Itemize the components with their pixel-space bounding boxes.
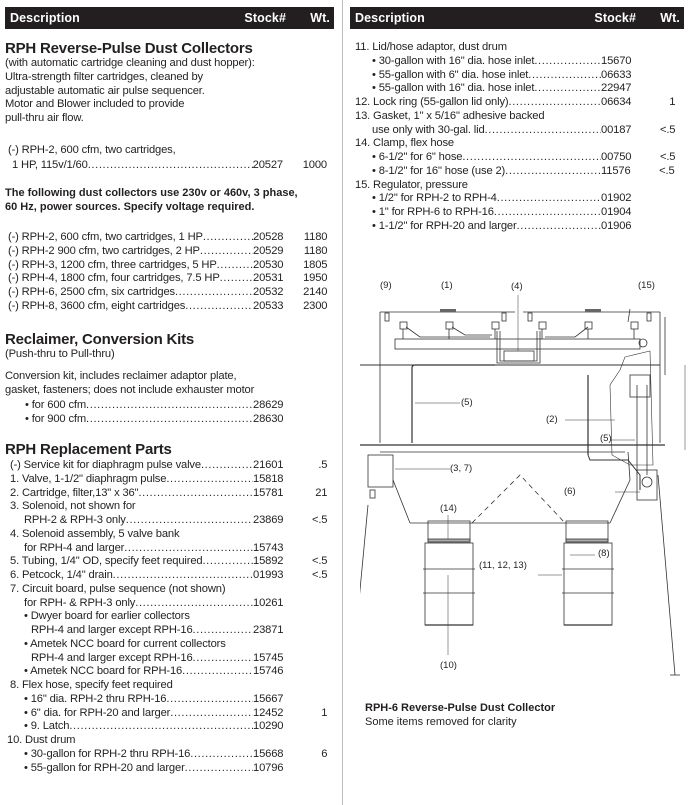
- item-description: use only with 30-gal. lid: [372, 123, 485, 136]
- leader-dots: [201, 458, 253, 472]
- item-description: 12. Lock ring (55-gallon lid only): [355, 96, 509, 108]
- leader-dots: [86, 412, 253, 426]
- item-description: • 16" dia. RPH-2 thru RPH-16: [24, 692, 167, 705]
- stock-number: 10261: [253, 596, 284, 609]
- table-row: [31, 623, 328, 637]
- stock-number: 15668: [253, 747, 284, 760]
- stock-number: 21601: [253, 459, 284, 471]
- callout-1: (1): [441, 280, 453, 291]
- weight: [631, 191, 675, 205]
- leader-dots: [534, 81, 601, 95]
- table-row: [372, 219, 685, 233]
- table-row: [10, 582, 328, 596]
- table-row: [10, 458, 328, 472]
- table-row: [24, 692, 328, 706]
- weight: <.5: [659, 151, 676, 163]
- callout-11-12-13: (11, 12, 13): [479, 560, 527, 571]
- item-description: • 6" dia. for RPH-20 and larger: [24, 706, 171, 719]
- item-description: • 8-1/2" for 16" hose (use 2): [372, 164, 506, 177]
- item-description: (-) RPH-6, 2500 cfm, six cartridges: [8, 286, 175, 299]
- weight: [601, 136, 645, 150]
- stock-number: 15818: [253, 472, 284, 485]
- stock-number: 00750: [601, 151, 632, 163]
- callout-3-7: (3, 7): [450, 463, 473, 474]
- callout-5b: (5): [600, 433, 612, 444]
- table-row: [372, 205, 685, 219]
- table-row: [8, 230, 328, 244]
- stock-number: 15781: [253, 486, 284, 499]
- item-description: RPH-4 and larger except RPH-16: [31, 624, 193, 636]
- item-description: • 30-gallon for RPH-2 thru RPH-16: [24, 747, 191, 760]
- stock-number: 12452: [253, 706, 284, 719]
- weight: 1805: [303, 258, 328, 271]
- stock-number: 01993: [253, 569, 284, 581]
- header-description: Description: [10, 11, 80, 25]
- table-row: [355, 95, 685, 109]
- item-description: • 55-gallon with 6" dia. hose inlet: [372, 68, 529, 81]
- item-description: • Ametek NCC board for current collectors: [24, 637, 226, 650]
- leader-dots: [494, 205, 601, 219]
- diagram-caption-subtitle: Some items removed for clarity: [365, 716, 517, 728]
- stock-number: 00187: [601, 123, 632, 136]
- collectors-intro: (with automatic cartridge cleaning and dust hopper): Ultra-strength filter cartridges, cleaned by adjustable automatic air pulse sequencer. Motor and Blower included to provide pull-thru air flow.: [5, 57, 255, 125]
- leader-dots: [182, 664, 253, 678]
- section-title-parts: RPH Replacement Parts: [5, 441, 172, 458]
- item-description: 3. Solenoid, not shown for: [10, 500, 136, 513]
- header-description: Description: [355, 11, 425, 25]
- item-description: 10. Dust drum: [7, 734, 76, 746]
- callout-5a: (5): [461, 397, 473, 408]
- leader-dots: [185, 761, 253, 775]
- table-row: [372, 81, 685, 95]
- table-row: [355, 109, 685, 123]
- weight: 1: [321, 706, 328, 719]
- stock-number: 01906: [601, 219, 632, 232]
- leader-dots: [185, 299, 253, 313]
- weight: .5: [318, 459, 328, 471]
- item-description: • 30-gallon with 16" dia. hose inlet: [372, 54, 535, 67]
- item-description: 14. Clamp, flex hose: [355, 137, 454, 150]
- stock-number: 23871: [253, 624, 284, 636]
- weight: [283, 719, 327, 733]
- weight: 1: [669, 96, 676, 108]
- table-row: [24, 719, 328, 733]
- stock-number: 28630: [253, 412, 284, 425]
- weight: 1950: [303, 272, 328, 285]
- table-row: [24, 761, 328, 775]
- stock-number: 15670: [601, 54, 632, 67]
- table-row: [31, 651, 328, 665]
- item-description: 11. Lid/hose adaptor, dust drum: [355, 41, 507, 53]
- leader-dots: [462, 150, 601, 164]
- item-description: 15. Regulator, pressure: [355, 178, 468, 191]
- leader-dots: [135, 596, 253, 610]
- leader-dots: [193, 623, 253, 637]
- stock-number: 20532: [253, 286, 284, 299]
- table-row: [10, 472, 328, 486]
- leader-dots: [220, 271, 253, 285]
- table-row: [10, 499, 328, 513]
- item-description: (-) RPH-4, 1800 cfm, four cartridges, 7.5 HP: [8, 272, 220, 285]
- stock-number: 20533: [253, 300, 284, 312]
- stock-number: 15743: [253, 541, 284, 554]
- item-description: • Dwyer board for earlier collectors: [24, 610, 190, 623]
- leader-dots: [86, 398, 253, 412]
- weight: 2140: [303, 286, 328, 299]
- table-row: [8, 299, 328, 313]
- weight: 21: [315, 486, 328, 499]
- stock-number: 10290: [253, 720, 284, 733]
- table-header-left: [5, 7, 334, 29]
- weight: [631, 219, 675, 233]
- callout-15: (15): [638, 280, 655, 291]
- weight: [283, 398, 327, 412]
- voltage-note: The following dust collectors use 230v or 460v, 3 phase, 60 Hz, power sources. Specify voltage required.: [5, 187, 298, 213]
- stock-number: 06634: [601, 96, 632, 108]
- item-description: RPH-2 & RPH-3 only: [24, 514, 126, 526]
- item-description: 13. Gasket, 1" x 5/16" adhesive backed: [355, 109, 545, 122]
- stock-number: 28629: [253, 399, 284, 411]
- stock-number: 15667: [253, 692, 284, 705]
- table-row: [372, 164, 685, 178]
- leader-dots: [126, 513, 253, 527]
- callout-6: (6): [564, 486, 576, 497]
- item-description: • 1-1/2" for RPH-20 and larger: [372, 219, 517, 232]
- callout-10: (10): [440, 660, 457, 671]
- table-row: [372, 54, 685, 68]
- leader-dots: [175, 285, 253, 299]
- stock-number: 20529: [253, 244, 284, 257]
- weight: [601, 109, 645, 123]
- weight: [253, 637, 297, 651]
- stock-number: 15746: [253, 665, 284, 678]
- item-description: (-) RPH-3, 1200 cfm, three cartridges, 5 HP: [8, 258, 217, 271]
- item-description: • 55-gallon for RPH-20 and larger: [24, 761, 185, 774]
- weight: [631, 68, 675, 82]
- table-row: [24, 637, 328, 651]
- table-row: [8, 285, 328, 299]
- stock-number: 15745: [253, 651, 284, 664]
- weight: 2300: [303, 300, 328, 312]
- table-header-right: [350, 7, 684, 29]
- table-row: [24, 664, 328, 678]
- item-description: 4. Solenoid assembly, 5 valve bank: [10, 527, 180, 540]
- weight: [631, 205, 675, 219]
- item-description: 1. Valve, 1-1/2" diaphragm pulse: [10, 472, 167, 485]
- item-description: • 9. Latch: [24, 720, 70, 733]
- weight: [253, 527, 297, 541]
- table-row: [25, 412, 328, 426]
- weight: [283, 412, 327, 426]
- dust-collector-diagram: [360, 275, 690, 685]
- weight: [253, 582, 297, 596]
- leader-dots: [124, 541, 253, 555]
- stock-number: 10796: [253, 761, 284, 774]
- table-row: [372, 191, 685, 205]
- table-row: [24, 747, 328, 761]
- header-stock: Stock#: [244, 11, 286, 25]
- table-row: [24, 513, 328, 527]
- table-row: [25, 398, 328, 412]
- table-row: [10, 678, 328, 692]
- leader-dots: [166, 692, 253, 706]
- leader-dots: [170, 706, 253, 720]
- leader-dots: [113, 568, 253, 582]
- leader-dots: [138, 486, 253, 500]
- leader-dots: [190, 747, 253, 761]
- weight: [283, 596, 327, 610]
- leader-dots: [166, 472, 253, 486]
- stock-number: 11576: [601, 164, 631, 177]
- weight: [601, 40, 645, 54]
- item-description: 7. Circuit board, pulse sequence (not shown): [10, 582, 226, 595]
- leader-dots: [528, 68, 601, 82]
- stock-number: 20531: [253, 272, 284, 285]
- stock-number: 20528: [253, 231, 284, 243]
- leader-dots: [69, 719, 253, 733]
- weight: 1180: [303, 244, 328, 257]
- section-title-reclaimer: Reclaimer, Conversion Kits: [5, 331, 195, 348]
- collector-schematic-icon: [360, 275, 690, 685]
- stock-number: 15892: [253, 555, 284, 568]
- weight: <.5: [311, 555, 328, 568]
- leader-dots: [193, 651, 253, 665]
- weight: [283, 761, 327, 775]
- leader-dots: [508, 95, 601, 109]
- item-description: • 55-gallon with 16" dia. hose inlet: [372, 82, 535, 95]
- callout-14: (14): [440, 503, 457, 514]
- item-description: (-) Service kit for diaphragm pulse valve: [10, 459, 201, 471]
- leader-dots: [505, 164, 601, 178]
- table-row: [372, 123, 685, 137]
- item-description: • Ametek NCC board for RPH-16: [24, 665, 183, 678]
- leader-dots: [534, 54, 601, 68]
- item-description: (-) RPH-2 900 cfm, two cartridges, 2 HP: [8, 244, 200, 257]
- weight: <.5: [311, 514, 328, 526]
- leader-dots: [497, 191, 601, 205]
- item-description: • for 600 cfm: [25, 399, 87, 411]
- table-row: [10, 568, 328, 582]
- reclaimer-subtitle: (Push-thru to Pull-thru): [5, 348, 115, 360]
- leader-dots: [517, 219, 601, 233]
- item-description: 5. Tubing, 1/4" OD, specify feet required: [10, 555, 203, 568]
- weight: [283, 623, 327, 637]
- weight: [631, 81, 675, 95]
- stock-number: 20530: [253, 258, 284, 271]
- table-row: [355, 40, 685, 54]
- table-row: 1 HP, 115v/1/60 ..... 20527 1000: [12, 158, 327, 172]
- table-row: [8, 258, 328, 272]
- leader-dots: [485, 123, 601, 137]
- weight: 1180: [303, 231, 328, 243]
- table-row: [8, 271, 328, 285]
- item-description: RPH-4 and larger except RPH-16: [31, 651, 193, 664]
- section-title-collectors: RPH Reverse-Pulse Dust Collectors: [5, 40, 253, 57]
- table-row: [24, 609, 328, 623]
- leader-dots: [202, 554, 253, 568]
- single-phase-line1: (-) RPH-2, 600 cfm, two cartridges,: [8, 144, 176, 156]
- callout-8: (8): [598, 548, 610, 559]
- callout-2: (2): [546, 414, 558, 425]
- header-weight: Wt.: [310, 11, 330, 25]
- table-row: [10, 527, 328, 541]
- item-description: 2. Cartridge, filter,13" x 36": [10, 486, 139, 499]
- item-description: • 1/2" for RPH-2 to RPH-4: [372, 192, 497, 205]
- weight: [253, 678, 297, 692]
- item-description: • 6-1/2" for 6" hose: [372, 151, 463, 163]
- leader-dots: [200, 244, 253, 258]
- item-description: for RPH- & RPH-3 only: [24, 596, 136, 609]
- callout-4: (4): [511, 281, 523, 292]
- weight: 6: [321, 747, 328, 760]
- weight: [283, 692, 327, 706]
- weight: <.5: [311, 569, 328, 581]
- stock-number: 23869: [253, 514, 284, 526]
- stock-number: 20527: [252, 159, 283, 171]
- reclaimer-description: Conversion kit, includes reclaimer adaptor plate, gasket, fasteners; does not include exhauster motor: [5, 370, 255, 396]
- weight: [283, 651, 327, 665]
- weight: [631, 54, 675, 68]
- diagram-caption-title: RPH-6 Reverse-Pulse Dust Collector: [365, 702, 556, 714]
- weight: [253, 499, 297, 513]
- callout-9: (9): [380, 280, 392, 291]
- weight: [601, 178, 645, 192]
- item-description: (-) RPH-8, 3600 cfm, eight cartridges: [8, 300, 186, 312]
- item-description: (-) RPH-2, 600 cfm, two cartridges, 1 HP: [8, 231, 203, 243]
- table-row: [355, 136, 685, 150]
- item-description: • 1" for RPH-6 to RPH-16: [372, 206, 494, 218]
- header-stock: Stock#: [594, 11, 636, 25]
- stock-number: 22947: [601, 82, 632, 95]
- leader-dots: [217, 258, 253, 272]
- table-row: [372, 150, 685, 164]
- weight: [253, 609, 297, 623]
- weight: [253, 733, 297, 747]
- header-weight: Wt.: [660, 11, 680, 25]
- table-row: [24, 596, 328, 610]
- item-description: • for 900 cfm: [25, 412, 87, 425]
- item-description: 6. Petcock, 1/4" drain: [10, 569, 113, 581]
- weight: <.5: [659, 164, 675, 177]
- item-description: 8. Flex hose, specify feet required: [10, 679, 173, 691]
- weight: 1000: [302, 159, 327, 171]
- stock-number: 01902: [601, 192, 632, 205]
- weight: [283, 472, 327, 486]
- stock-number: 01904: [601, 206, 632, 218]
- table-row: [355, 178, 685, 192]
- table-row: [372, 68, 685, 82]
- weight: [283, 541, 327, 555]
- leader-dots: [203, 230, 253, 244]
- column-divider: [342, 0, 343, 805]
- stock-number: 06633: [601, 68, 632, 81]
- table-row: [24, 706, 328, 720]
- table-row: [10, 486, 328, 500]
- table-row: [10, 554, 328, 568]
- table-row: [8, 244, 328, 258]
- item-description: for RPH-4 and larger: [24, 541, 125, 554]
- table-row: [7, 733, 328, 747]
- table-row: [24, 541, 328, 555]
- weight: <.5: [659, 123, 676, 136]
- weight: [283, 664, 327, 678]
